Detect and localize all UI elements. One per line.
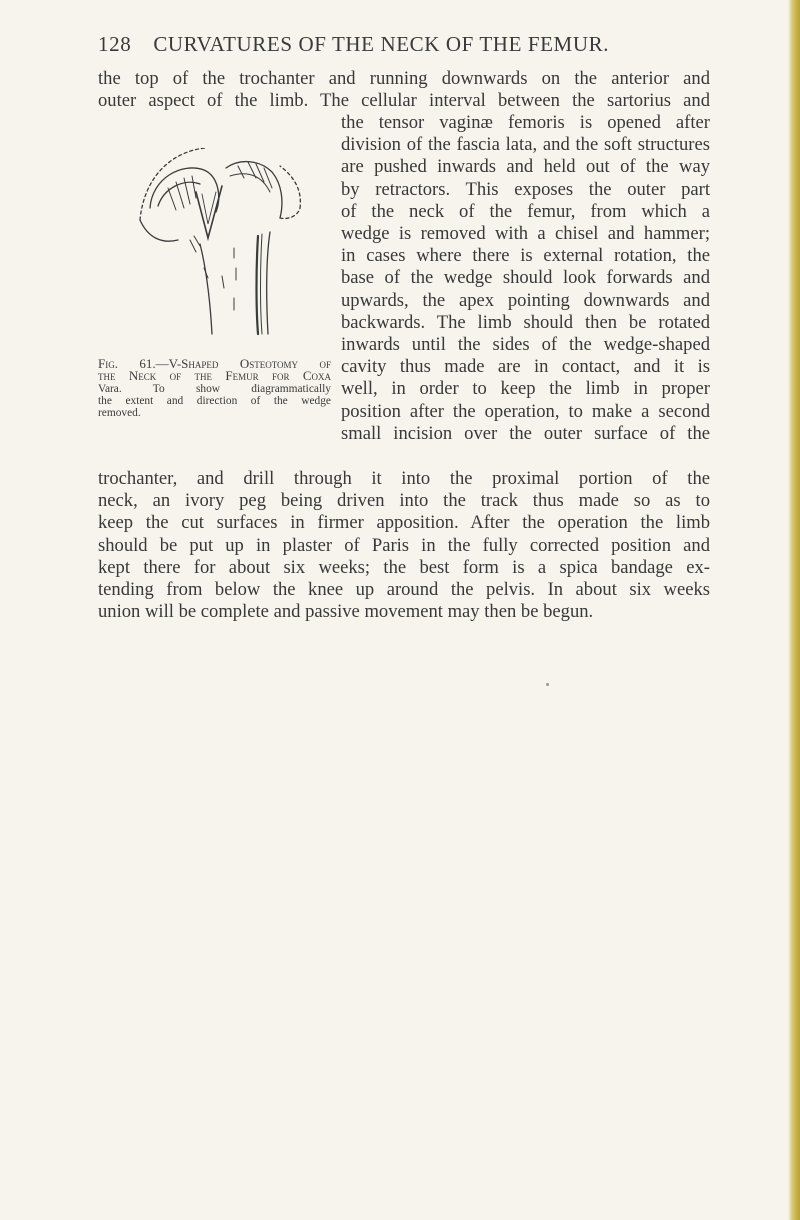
text-line: neck, an ivory peg being driven into the track thus made so as to	[98, 490, 710, 512]
text-line: position after the operation, to make a second	[341, 400, 710, 422]
caption-line: Fig. 61.—V-Shaped Osteotomy of	[98, 356, 331, 371]
running-title: CURVATURES OF THE NECK OF THE FEMUR.	[153, 32, 610, 56]
text-line: are pushed inwards and held out of the way	[341, 156, 710, 178]
right-column-paragraph	[341, 112, 710, 445]
figure-caption	[98, 358, 331, 419]
text-line: the tensor vaginæ femoris is opened after	[341, 112, 710, 133]
text-line: well, in order to keep the limb in proper	[341, 378, 710, 400]
text-line: of the neck of the femur, from which a	[341, 200, 710, 222]
text-line: in cases where there is external rotation, the	[341, 245, 710, 267]
text-line: cavity thus made are in contact, and it is	[341, 356, 710, 378]
page-edge	[788, 0, 800, 1220]
ink-speck	[546, 683, 549, 686]
text-line: the top of the trochanter and running downwards on the anterior and	[98, 68, 710, 89]
running-head	[98, 32, 698, 57]
top-paragraph	[98, 68, 710, 112]
text-line: small incision over the outer surface of the	[341, 422, 710, 444]
text-line: tending from below the knee up around the pelvis. In about six weeks	[98, 579, 710, 601]
text-line: upwards, the apex pointing downwards and	[341, 289, 710, 311]
page-number: 128	[98, 32, 132, 56]
text-line: by retractors. This exposes the outer part	[341, 178, 710, 200]
text-line: base of the wedge should look forwards and	[341, 267, 710, 289]
bottom-paragraph	[98, 468, 710, 623]
text-line: union will be complete and passive movement may then be begun.	[98, 601, 594, 623]
text-line: should be put up in plaster of Paris in the fully corrected position and	[98, 534, 710, 556]
text-line: inwards until the sides of the wedge-shaped	[341, 334, 710, 356]
femur-osteotomy-drawing	[130, 148, 310, 338]
figure-illustration	[130, 148, 310, 338]
caption-line: the Neck of the Femur for Coxa	[98, 368, 331, 384]
text-line: division of the fascia lata, and the soft structures	[341, 134, 710, 156]
text-line: outer aspect of the limb. The cellular interval between the sartorius and	[98, 90, 710, 112]
caption-line: removed.	[98, 407, 141, 420]
text-line: kept there for about six weeks; the best form is a spica bandage ex-	[98, 556, 710, 578]
text-line: wedge is removed with a chisel and hammer;	[341, 223, 710, 245]
caption-line: Vara. To show diagrammatically	[98, 382, 331, 395]
text-line: trochanter, and drill through it into the proximal portion of the	[98, 468, 710, 489]
caption-line: the extent and direction of the wedge	[98, 394, 331, 407]
text-line: backwards. The limb should then be rotated	[341, 311, 710, 333]
text-line: keep the cut surfaces in firmer apposition. After the operation the limb	[98, 512, 710, 534]
